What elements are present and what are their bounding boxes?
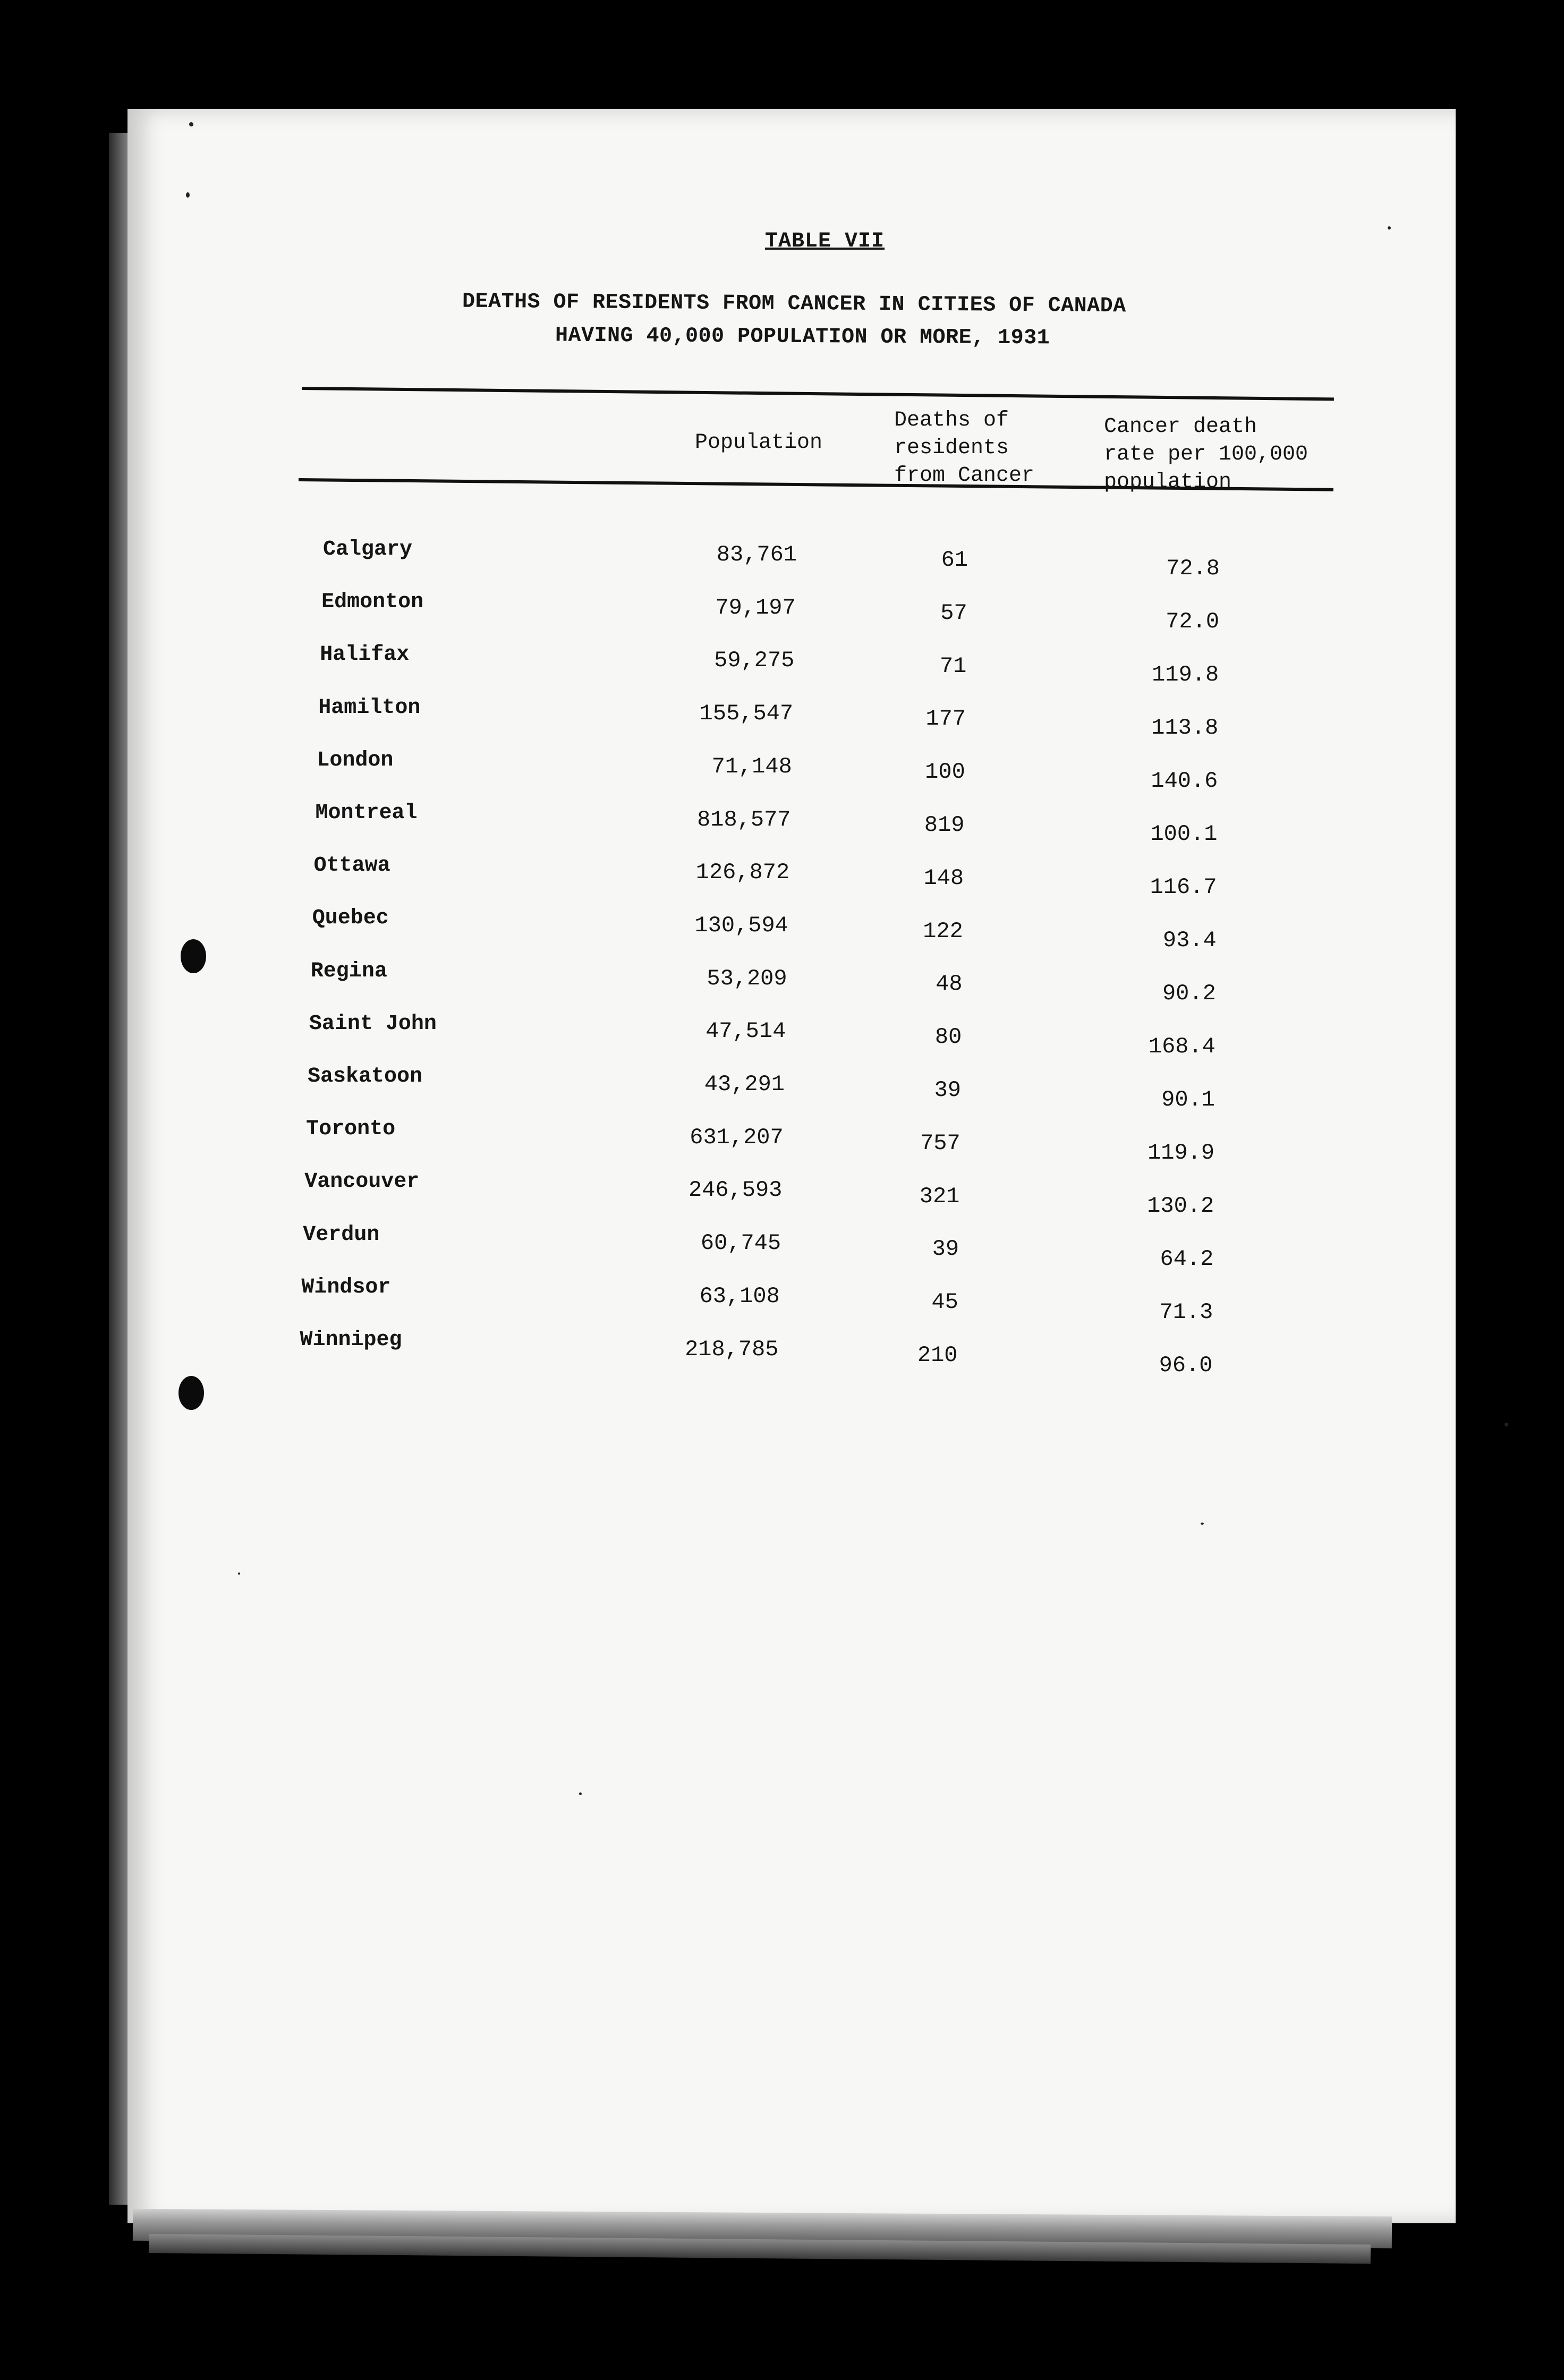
page-left-edge-shadow (109, 133, 130, 2205)
table-row (0, 1170, 1564, 1219)
cell-rate: 100.1 (1150, 821, 1218, 847)
cell-population: 63,108 (699, 1283, 780, 1309)
cell-rate: 168.4 (1148, 1033, 1216, 1059)
cell-deaths: 57 (940, 600, 967, 626)
cell-rate: 130.2 (1147, 1193, 1214, 1219)
cell-rate: 90.2 (1162, 980, 1216, 1006)
cell-population: 218,785 (685, 1336, 779, 1362)
cell-rate: 71.3 (1159, 1299, 1213, 1325)
table-title-line-2: HAVING 40,000 POPULATION OR MORE, 1931 (555, 324, 1050, 351)
cell-rate: 72.8 (1166, 556, 1220, 581)
cell-population: 60,745 (700, 1230, 781, 1256)
cell-rate: 64.2 (1160, 1246, 1214, 1272)
cell-population: 631,207 (690, 1124, 784, 1150)
table-row (0, 854, 1564, 900)
cell-deaths: 71 (939, 653, 967, 679)
cell-deaths: 148 (923, 865, 964, 891)
cell-rate: 90.1 (1161, 1087, 1215, 1112)
column-header-population: Population (695, 431, 823, 455)
cell-city: Saint John (309, 1012, 437, 1036)
table-row (0, 590, 1564, 634)
cell-population: 155,547 (699, 701, 794, 727)
cell-city: Edmonton (321, 590, 424, 615)
cell-deaths: 80 (934, 1024, 962, 1050)
cell-population: 818,577 (697, 806, 791, 832)
cell-deaths: 757 (920, 1130, 960, 1156)
cell-population: 59,275 (714, 648, 795, 674)
cell-city: Calgary (323, 538, 413, 562)
cell-city: Vancouver (304, 1170, 420, 1194)
punch-hole (178, 1376, 204, 1410)
cell-population: 53,209 (707, 965, 787, 991)
cell-population: 43,291 (704, 1072, 785, 1097)
cell-deaths: 122 (923, 918, 963, 944)
cell-deaths: 321 (919, 1183, 960, 1209)
table-title-line-1: DEATHS OF RESIDENTS FROM CANCER IN CITIES OF CANADA (462, 290, 1126, 319)
table-label: TABLE VII (765, 230, 885, 253)
cell-city: Windsor (301, 1275, 391, 1299)
cell-deaths: 39 (932, 1236, 959, 1262)
table-row (0, 1065, 1564, 1112)
cell-deaths: 177 (925, 706, 966, 732)
table-row (0, 906, 1564, 953)
cell-rate: 72.0 (1166, 608, 1220, 634)
cell-city: London (317, 748, 394, 772)
cell-rate: 119.9 (1148, 1140, 1215, 1166)
table-row (0, 801, 1564, 847)
cell-rate: 116.7 (1150, 874, 1217, 900)
table-row (0, 1275, 1564, 1325)
cell-deaths: 48 (936, 971, 963, 997)
cell-city: Toronto (306, 1117, 396, 1142)
cell-population: 130,594 (694, 912, 788, 938)
cell-city: Hamilton (318, 695, 421, 720)
cell-city: Quebec (312, 906, 389, 931)
cell-deaths: 45 (931, 1289, 958, 1315)
cell-deaths: 61 (941, 547, 968, 573)
cell-rate: 93.4 (1162, 927, 1217, 953)
column-header-rate: Cancer death rate per 100,000 population (1104, 415, 1308, 494)
cell-city: Montreal (315, 801, 418, 825)
cell-deaths: 39 (934, 1077, 961, 1103)
cell-population: 83,761 (716, 542, 797, 567)
table-row (0, 959, 1564, 1006)
cell-deaths: 100 (925, 759, 965, 785)
table-row (0, 748, 1564, 794)
cell-population: 126,872 (695, 860, 790, 886)
table-row (0, 1117, 1564, 1166)
cell-city: Verdun (303, 1222, 380, 1247)
cell-population: 71,148 (711, 753, 792, 779)
cell-city: Ottawa (313, 854, 390, 878)
cell-deaths: 210 (917, 1342, 958, 1368)
table-row (0, 1222, 1564, 1272)
cell-rate: 96.0 (1159, 1353, 1213, 1378)
column-header-deaths: Deaths of residents from Cancer (894, 409, 1035, 488)
cell-population: 246,593 (688, 1177, 783, 1203)
table-row (0, 1328, 1564, 1378)
cell-rate: 119.8 (1152, 661, 1219, 687)
cell-population: 79,197 (715, 594, 796, 620)
table-row (0, 538, 1564, 581)
cell-city: Winnipeg (300, 1328, 402, 1352)
table-row (0, 695, 1564, 741)
cell-city: Regina (310, 959, 387, 983)
cell-city: Halifax (320, 643, 410, 667)
cell-rate: 113.8 (1151, 715, 1219, 741)
cell-population: 47,514 (706, 1018, 786, 1044)
cell-rate: 140.6 (1151, 768, 1218, 794)
cell-deaths: 819 (924, 812, 965, 838)
table-row (0, 643, 1564, 687)
cell-city: Saskatoon (308, 1065, 423, 1089)
table-row (0, 1012, 1564, 1059)
